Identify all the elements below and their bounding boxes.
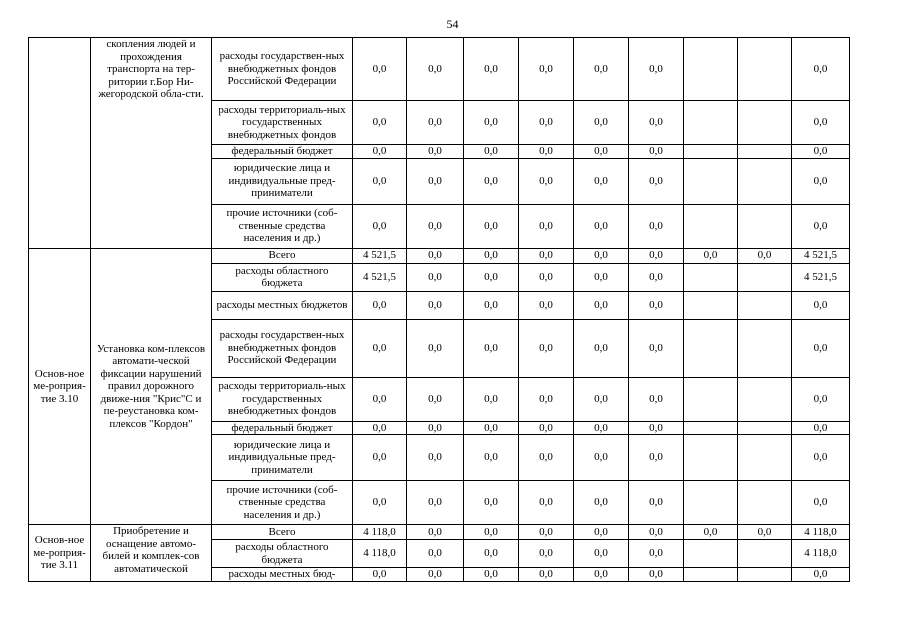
- funding-source: расходы территориаль-ных государственных внебюджетных фондов: [212, 377, 353, 421]
- amount-cell: 0,0: [629, 435, 684, 481]
- amount-cell: 0,0: [353, 158, 407, 204]
- funding-source: расходы государствен-ных внебюджетных фондов Российской Федерации: [212, 38, 353, 101]
- amount-cell: 0,0: [574, 38, 629, 101]
- amount-cell: 0,0: [464, 101, 519, 145]
- amount-cell: 0,0: [464, 319, 519, 377]
- event-code: Основ-ное ме-роприя-тие 3.10: [29, 248, 91, 525]
- amount-cell: 0,0: [629, 145, 684, 159]
- amount-cell: 0,0: [574, 377, 629, 421]
- amount-cell: 0,0: [792, 204, 850, 248]
- amount-cell: 0,0: [629, 38, 684, 101]
- amount-cell: 4 118,0: [353, 540, 407, 568]
- amount-cell: 0,0: [407, 377, 464, 421]
- amount-cell: 0,0: [353, 38, 407, 101]
- amount-cell: 4 118,0: [353, 525, 407, 540]
- amount-cell: 0,0: [519, 525, 574, 540]
- amount-cell: 0,0: [353, 204, 407, 248]
- amount-cell: 0,0: [574, 158, 629, 204]
- amount-cell: 0,0: [464, 145, 519, 159]
- amount-cell: 0,0: [519, 38, 574, 101]
- amount-cell: 0,0: [353, 319, 407, 377]
- funding-source: прочие источники (соб-ственные средства населения и др.): [212, 204, 353, 248]
- amount-cell: [738, 38, 792, 101]
- amount-cell: 0,0: [629, 248, 684, 263]
- amount-cell: 0,0: [519, 540, 574, 568]
- amount-cell: 0,0: [464, 263, 519, 291]
- amount-cell: 0,0: [574, 481, 629, 525]
- amount-cell: [684, 568, 738, 582]
- amount-cell: 0,0: [519, 377, 574, 421]
- amount-cell: [684, 263, 738, 291]
- funding-source: расходы государствен-ных внебюджетных фондов Российской Федерации: [212, 319, 353, 377]
- funding-source: юридические лица и индивидуальные пред-приниматели: [212, 435, 353, 481]
- amount-cell: 0,0: [464, 377, 519, 421]
- amount-cell: 0,0: [574, 204, 629, 248]
- funding-source: юридические лица и индивидуальные пред-приниматели: [212, 158, 353, 204]
- amount-cell: [738, 204, 792, 248]
- amount-cell: [684, 377, 738, 421]
- amount-cell: 0,0: [738, 248, 792, 263]
- amount-cell: 0,0: [464, 540, 519, 568]
- amount-cell: 0,0: [629, 568, 684, 582]
- amount-cell: 0,0: [629, 263, 684, 291]
- amount-cell: 0,0: [792, 158, 850, 204]
- amount-cell: 0,0: [574, 568, 629, 582]
- funding-source: расходы территориаль-ных государственных внебюджетных фондов: [212, 101, 353, 145]
- amount-cell: 4 118,0: [792, 525, 850, 540]
- amount-cell: 0,0: [407, 481, 464, 525]
- amount-cell: 0,0: [407, 248, 464, 263]
- funding-source: расходы областного бюджета: [212, 263, 353, 291]
- amount-cell: 0,0: [353, 101, 407, 145]
- amount-cell: [738, 319, 792, 377]
- amount-cell: 0,0: [407, 158, 464, 204]
- amount-cell: [684, 421, 738, 435]
- amount-cell: 0,0: [407, 101, 464, 145]
- amount-cell: 0,0: [574, 263, 629, 291]
- amount-cell: [684, 145, 738, 159]
- amount-cell: 0,0: [684, 248, 738, 263]
- amount-cell: 0,0: [407, 525, 464, 540]
- amount-cell: 0,0: [792, 101, 850, 145]
- amount-cell: 0,0: [792, 481, 850, 525]
- amount-cell: 0,0: [574, 540, 629, 568]
- event-code: [29, 38, 91, 249]
- amount-cell: 4 521,5: [792, 248, 850, 263]
- amount-cell: 0,0: [464, 158, 519, 204]
- amount-cell: [684, 319, 738, 377]
- amount-cell: 0,0: [407, 145, 464, 159]
- amount-cell: 0,0: [407, 263, 464, 291]
- amount-cell: 0,0: [792, 145, 850, 159]
- amount-cell: 0,0: [353, 421, 407, 435]
- amount-cell: 0,0: [519, 421, 574, 435]
- amount-cell: [738, 158, 792, 204]
- amount-cell: 0,0: [738, 525, 792, 540]
- amount-cell: [684, 38, 738, 101]
- event-name: скопления людей и прохождения транспорта на тер-ритории г.Бор Ни-жегородской обла-сти.: [91, 38, 212, 249]
- amount-cell: [738, 421, 792, 435]
- amount-cell: 0,0: [407, 38, 464, 101]
- amount-cell: 0,0: [792, 38, 850, 101]
- amount-cell: 0,0: [353, 291, 407, 319]
- amount-cell: 0,0: [629, 158, 684, 204]
- amount-cell: 0,0: [792, 291, 850, 319]
- funding-source: федеральный бюджет: [212, 421, 353, 435]
- amount-cell: 0,0: [574, 145, 629, 159]
- amount-cell: [738, 101, 792, 145]
- amount-cell: 0,0: [464, 525, 519, 540]
- table-row: [29, 38, 850, 101]
- amount-cell: 4 118,0: [792, 540, 850, 568]
- amount-cell: [738, 145, 792, 159]
- amount-cell: 0,0: [519, 101, 574, 145]
- amount-cell: 0,0: [519, 291, 574, 319]
- amount-cell: 0,0: [629, 377, 684, 421]
- amount-cell: [684, 291, 738, 319]
- amount-cell: 0,0: [574, 525, 629, 540]
- amount-cell: 0,0: [407, 435, 464, 481]
- amount-cell: 0,0: [574, 421, 629, 435]
- amount-cell: 0,0: [464, 421, 519, 435]
- amount-cell: 0,0: [519, 481, 574, 525]
- amount-cell: 0,0: [574, 291, 629, 319]
- amount-cell: 0,0: [464, 38, 519, 101]
- amount-cell: 0,0: [574, 101, 629, 145]
- amount-cell: 0,0: [629, 421, 684, 435]
- amount-cell: 0,0: [353, 435, 407, 481]
- amount-cell: 0,0: [574, 319, 629, 377]
- amount-cell: 0,0: [629, 319, 684, 377]
- amount-cell: 0,0: [519, 263, 574, 291]
- amount-cell: [684, 101, 738, 145]
- amount-cell: [684, 481, 738, 525]
- amount-cell: [684, 435, 738, 481]
- amount-cell: 0,0: [519, 204, 574, 248]
- funding-source: прочие источники (соб-ственные средства населения и др.): [212, 481, 353, 525]
- funding-source: Всего: [212, 525, 353, 540]
- page-number: 54: [446, 17, 459, 31]
- amount-cell: 0,0: [407, 568, 464, 582]
- amount-cell: 0,0: [464, 568, 519, 582]
- amount-cell: 0,0: [464, 248, 519, 263]
- amount-cell: [738, 540, 792, 568]
- amount-cell: 0,0: [629, 101, 684, 145]
- amount-cell: 0,0: [464, 291, 519, 319]
- amount-cell: 0,0: [407, 204, 464, 248]
- amount-cell: 0,0: [519, 248, 574, 263]
- amount-cell: 0,0: [464, 204, 519, 248]
- amount-cell: 0,0: [629, 481, 684, 525]
- amount-cell: 0,0: [792, 568, 850, 582]
- amount-cell: [738, 263, 792, 291]
- amount-cell: [738, 377, 792, 421]
- amount-cell: 0,0: [353, 481, 407, 525]
- amount-cell: 0,0: [519, 145, 574, 159]
- event-name: Установка ком-плексов автомати-ческой фиксации нарушений правил дорожного движе-ния "Крис"С и пе-реустановка ком-плексов "Кордон": [91, 248, 212, 525]
- amount-cell: [738, 568, 792, 582]
- amount-cell: [738, 291, 792, 319]
- amount-cell: [738, 481, 792, 525]
- amount-cell: 4 521,5: [353, 263, 407, 291]
- amount-cell: 0,0: [407, 421, 464, 435]
- amount-cell: 0,0: [629, 540, 684, 568]
- amount-cell: [684, 204, 738, 248]
- amount-cell: 0,0: [684, 525, 738, 540]
- budget-table: [28, 37, 850, 582]
- amount-cell: 0,0: [353, 377, 407, 421]
- event-name: Приобретение и оснащение автомо-билей и комплек-сов автоматической: [91, 525, 212, 582]
- funding-source: расходы местных бюд-: [212, 568, 353, 582]
- amount-cell: 0,0: [353, 145, 407, 159]
- table-row: [29, 525, 850, 540]
- amount-cell: 0,0: [353, 568, 407, 582]
- amount-cell: 0,0: [464, 435, 519, 481]
- amount-cell: 0,0: [629, 525, 684, 540]
- event-code: Основ-ное ме-роприя-тие 3.11: [29, 525, 91, 582]
- funding-source: Всего: [212, 248, 353, 263]
- amount-cell: [738, 435, 792, 481]
- amount-cell: 0,0: [792, 435, 850, 481]
- amount-cell: [684, 158, 738, 204]
- funding-source: расходы областного бюджета: [212, 540, 353, 568]
- amount-cell: 0,0: [574, 435, 629, 481]
- amount-cell: 0,0: [519, 435, 574, 481]
- funding-source: расходы местных бюджетов: [212, 291, 353, 319]
- amount-cell: 0,0: [792, 421, 850, 435]
- amount-cell: 4 521,5: [353, 248, 407, 263]
- table-row: [29, 248, 850, 263]
- amount-cell: 0,0: [792, 319, 850, 377]
- amount-cell: 0,0: [629, 204, 684, 248]
- amount-cell: 0,0: [407, 540, 464, 568]
- amount-cell: 0,0: [407, 319, 464, 377]
- amount-cell: 0,0: [407, 291, 464, 319]
- amount-cell: 0,0: [464, 481, 519, 525]
- amount-cell: 0,0: [574, 248, 629, 263]
- amount-cell: 0,0: [792, 377, 850, 421]
- amount-cell: 0,0: [519, 319, 574, 377]
- amount-cell: 4 521,5: [792, 263, 850, 291]
- amount-cell: 0,0: [629, 291, 684, 319]
- amount-cell: 0,0: [519, 568, 574, 582]
- amount-cell: 0,0: [519, 158, 574, 204]
- amount-cell: [684, 540, 738, 568]
- funding-source: федеральный бюджет: [212, 145, 353, 159]
